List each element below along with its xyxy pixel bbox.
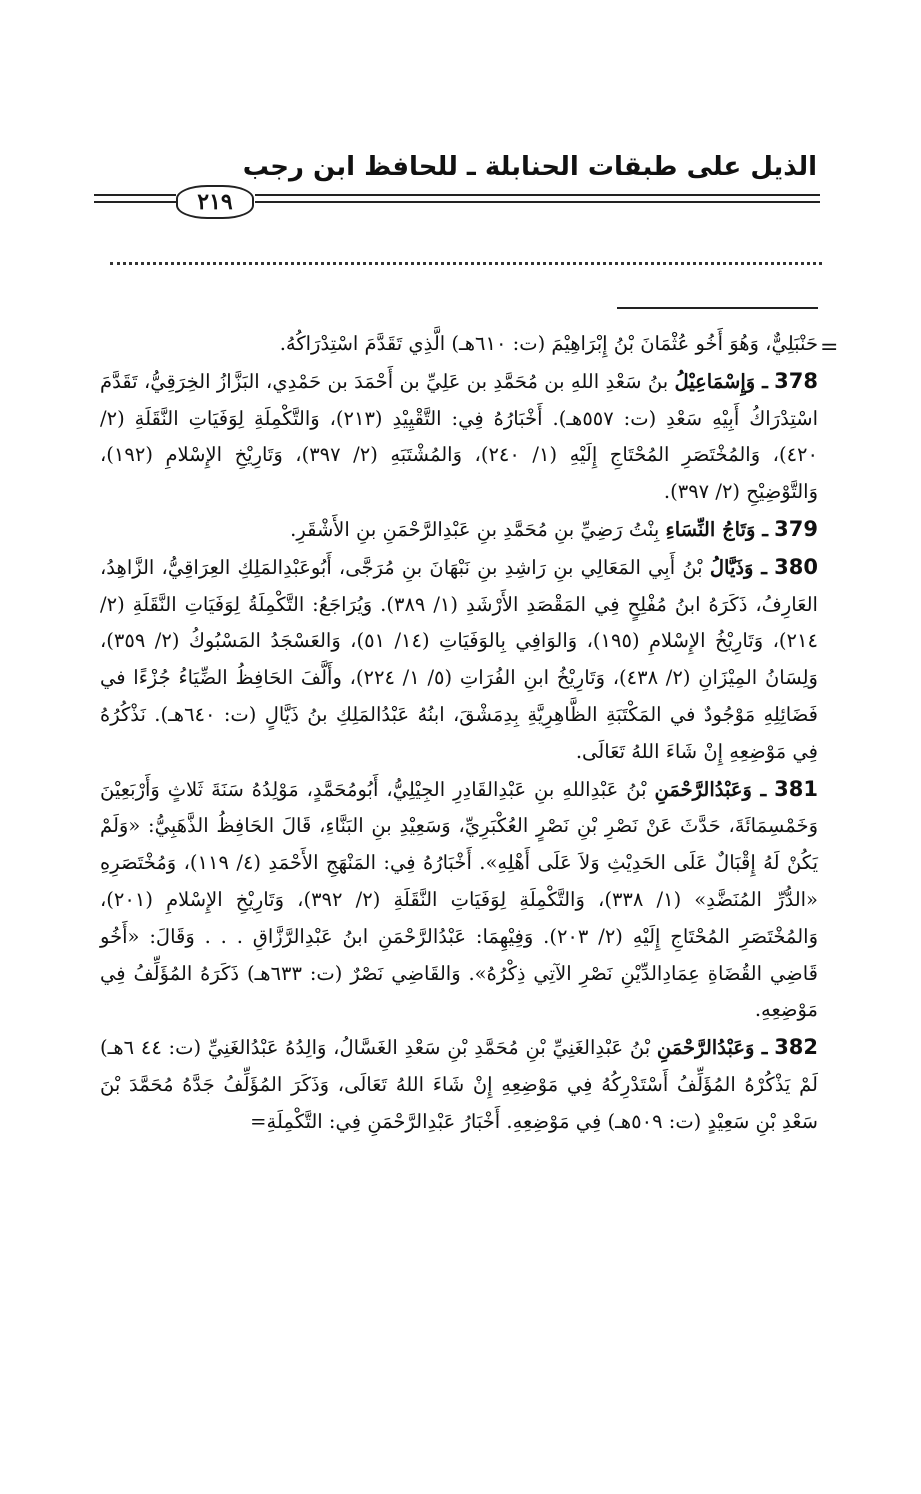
header-rule-left-top [94, 194, 176, 196]
entry-number: 379 [774, 516, 818, 541]
footnote-text [100, 326, 818, 1141]
entry-number: 382 [774, 1035, 819, 1060]
header-rule-right-top [255, 194, 820, 196]
entry-name: ـ وَإِسْمَاعِيْلُ [674, 369, 768, 393]
entry-text: بْنُ عَبْدِاللهِ بنِ عَبْدِالقَادِرِ الجِيْلِيُّ، أَبُومُحَمَّدٍ، مَوْلِدُهُ سَنَةَ ثَلاثٍ وَأَرْبَعِيْنَ وَخَمْسِمَائَةَ، حَدَّثَ عَنْ نَصْرِ بْنِ نَصْرٍ العُكْبَرِيِّ، وَسَعِيْدِ بنِ البَنَّاءِ، قَالَ الحَافِظُ الذَّهَبِيُّ: «وَلَمْ يَكُنْ لَهُ إِقْبَالٌ عَلَى الحَدِيْثِ وَلاَ عَلَى أَهْلِهِ». أَخْبَارُهُ فِي: المَنْهَجِ الأَحْمَدِ (٤/ ١١٩)، وَمُخْتَصَرِهِ «الدُّرِّ المُنَضَّدِ» (١/ ٣٣٨)، وَالتَّكْمِلَةِ لِوَفَيَاتِ النَّقَلَةِ (٢/ ٣٩٢)، وَتَارِيْخِ الإِسْلامِ (٢٠١)، وَالمُخْتَصَرِ المُحْتَاجِ إِلَيْهِ (٢/ ٢٠٣). وَفِيْهِمَا: عَبْدُالرَّحْمَنِ ابنُ عَبْدِالرَّزَّاقِ . . . وَقَالَ: «أَخُو قَاضِي القُضَاةِ عِمَادِالدِّيْنِ نَصْرِ الآتِي ذِكْرُهُ». وَالقَاضِي نَصْرٌ (ت: ٦٣٣هـ) ذَكَرَهُ المُؤَلِّفُ فِي مَوْضِعِهِ. [100, 777, 818, 1022]
entry-378 [100, 363, 818, 511]
footnote-rule [617, 307, 818, 309]
entry-text: بْنُ عَبْدِالغَنِيِّ بْنِ مُحَمَّدِ بْنِ سَعْدِ الغَسَّالُ، وَالِدُهُ عَبْدُالغَنِيِّ (ت: ٤٤ ٦هـ) لَمْ يَذْكُرْهُ المُؤَلِّفُ أَسْتَدْرِكُهُ فِي مَوْضِعِهِ إِنْ شَاءَ اللهُ تَعَالَى، وَذَكَرَ المُؤَلِّفُ جَدَّهُ مُحَمَّدَ بْنَ سَعْدِ بْنِ سَعِيْدٍ (ت: ٥٠٩هـ) فِي مَوْضِعِهِ. أَخْبَارُ عَبْدِالرَّحْمَنِ فِي: التَّكْمِلَةِ= [100, 1036, 818, 1133]
paragraph-continuation [100, 326, 818, 363]
entry-number: 381 [774, 776, 818, 801]
entry-name: ـ وَعَبْدُالرَّحْمَنِ [654, 777, 767, 801]
paragraph-text: حَنْبَلِيٌّ، وَهُوَ أَخُو عُثْمَانَ بْنُ إِبْرَاهِيْمَ (ت: ٦١٠هـ) الَّذِي تَقَدَّمَ اسْتِدْرَاكُهُ. [279, 332, 818, 355]
header-rule-left-bottom [94, 201, 176, 203]
entry-number: 380 [774, 554, 819, 579]
entry-number: 378 [774, 368, 819, 393]
entry-380 [100, 549, 818, 771]
entry-379 [100, 511, 818, 549]
entry-382 [100, 1029, 818, 1140]
header-rule-right-bottom [255, 201, 820, 203]
entry-name: ـ وَعَبْدُالرَّحْمَنِ [656, 1036, 768, 1060]
page-number: ٢١٩ [176, 185, 254, 219]
entry-381 [100, 771, 818, 1030]
entry-text: بْنُ أَبِي المَعَالِي بنِ رَاشِدِ بنِ نَبْهَانَ بنِ مُرَجَّى، أَبُوعَبْدِالمَلِكِ العِرَاقِيُّ، الزَّاهِدُ، العَارِفُ، ذَكَرَهُ ابنُ مُفْلِحٍ فِي المَقْصَدِ الأَرْشَدِ (١/ ٣٨٩). وَيُرَاجَعُ: التَّكْمِلَةُ لِوَفَيَاتِ النَّقَلَةِ (٢/ ٢١٤)، وَتَارِيْخُ الإِسْلامِ (١٩٥)، وَالوَافِي بِالوَفَيَاتِ (١٤/ ٥١)، وَالعَسْجَدُ المَسْبُوكُ (٢/ ٣٥٩)، وَلِسَانُ المِيْزَانِ (٢/ ٤٣٨)، وَتَارِيْخُ ابنِ الفُرَاتِ (٥/ ١/ ٢٢٤)، وأَلَّفَ الحَافِظُ الضِّيَاءُ جُزْءًا في فَضَائِلِهِ مَوْجُودٌ في المَكْتَبَةِ الظَّاهِرِيَّةِ بِدِمَشْقَ، ابنُهُ عَبْدُالمَلِكِ بنُ ذَيَّالٍ (ت: ٦٤٠هـ). نَذْكُرُهُ فِي مَوْضِعِهِ إِنْ شَاءَ اللهُ تَعَالَى. [100, 555, 818, 763]
entry-text: بنُ سَعْدِ اللهِ بن مُحَمَّدِ بن عَلِيِّ بن أَحْمَدَ بن حَمْدِي، البَزَّازُ الخِرَقِيُّ، تَقَدَّمَ اسْتِدْرَاكُ أَبِيْهِ سَعْدِ (ت: ٥٥٧هـ). أَخْبَارُهُ فِي: التَّقْيِيْدِ (٢١٣)، وَالتَّكْمِلَةِ لِوَفَيَاتِ النَّقَلَةِ (٢/ ٤٢٠)، وَالمُخْتَصَرِ المُحْتَاجِ إِلَيْهِ (١/ ٢٤٠)، وَالمُشْتَبَهِ (٢/ ٣٩٧)، وَتَارِيْخِ الإِسْلامِ (١٩٢)، وَالتَّوْضِيْحِ (٢/ ٣٩٧). [100, 369, 818, 504]
entry-name: ـ وَتَاجُ النِّسَاءِ [665, 517, 768, 541]
entry-text: بِنْتُ رَضِيِّ بنِ مُحَمَّدِ بنِ عَبْدِالرَّحْمَنِ بنِ الأَشْقَرِ. [290, 517, 660, 541]
dotted-separator [110, 262, 822, 265]
running-head-title: الذيل على طبقات الحنابلة ـ للحافظ ابن رجب [242, 152, 817, 182]
continuation-mark: = [820, 335, 839, 360]
entry-name: ـ وَذَيَّالُ [709, 555, 767, 579]
